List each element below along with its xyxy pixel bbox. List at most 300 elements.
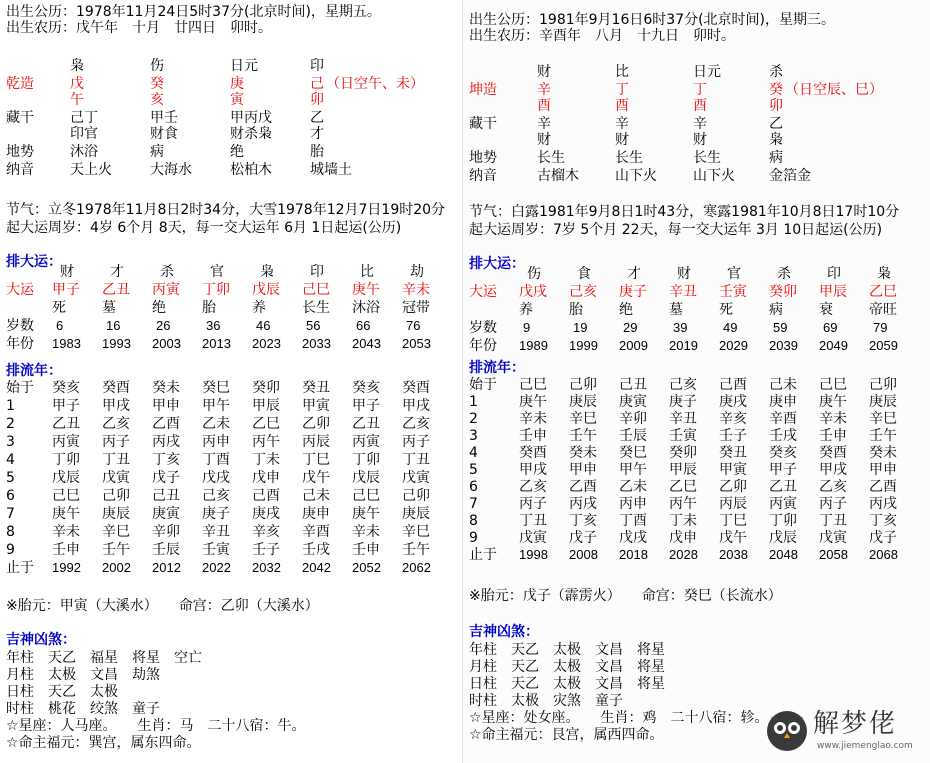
liunian-row-label: 6 <box>6 488 15 504</box>
liunian-cell: 癸卯 <box>669 445 697 461</box>
fetal-origin-line: ※胎元：戊子（霹雳火） 命宫：癸巳（长流水） <box>469 588 782 604</box>
liunian-cell: 庚辰 <box>569 394 597 410</box>
liunian-row-label: 始于 <box>469 377 497 393</box>
terrain-label: 地势 <box>469 150 497 166</box>
dayun-age: 29 <box>623 320 638 335</box>
liunian-cell: 乙丑 <box>352 416 380 432</box>
dayun-ten-god: 印 <box>310 264 324 280</box>
liunian-row-label: 9 <box>469 530 478 546</box>
liunian-cell: 己卯 <box>402 488 430 504</box>
liunian-cell: 己卯 <box>569 377 597 393</box>
liunian-cell: 己卯 <box>869 377 897 393</box>
terrain-value: 胎 <box>310 144 324 160</box>
liunian-cell: 甲寅 <box>302 398 330 414</box>
shensha-title: 吉神凶煞： <box>6 632 76 648</box>
liunian-cell: 乙亥 <box>819 479 847 495</box>
dayun-terrain: 长生 <box>302 300 330 316</box>
dayun-terrain: 养 <box>252 300 266 316</box>
liunian-cell: 乙巳 <box>252 416 280 432</box>
liunian-row-label: 2 <box>6 416 15 432</box>
liunian-cell: 戊辰 <box>52 470 80 486</box>
liunian-cell: 2052 <box>352 560 381 575</box>
pillar-ten-god: 枭 <box>70 58 84 74</box>
liunian-cell: 己丑 <box>619 377 647 393</box>
dayun-ten-god: 比 <box>360 264 374 280</box>
day-void-note: （日空辰、巳） <box>785 82 883 98</box>
liunian-cell: 乙亥 <box>402 416 430 432</box>
liunian-cell: 庚辰 <box>102 506 130 522</box>
solar-terms-line: 节气：白露1981年9月8日1时43分，寒露1981年10月8日17时10分 <box>469 204 900 220</box>
pillar-ten-god: 伤 <box>150 58 164 74</box>
dayun-pillar: 丁卯 <box>202 282 230 298</box>
dayun-age: 79 <box>873 320 888 335</box>
liunian-cell: 甲子 <box>769 462 797 478</box>
hidden-stems-label: 藏干 <box>6 110 34 126</box>
nayin-label: 纳音 <box>6 162 34 178</box>
liunian-title: 排流年： <box>469 360 525 376</box>
liunian-cell: 癸丑 <box>302 380 330 396</box>
dayun-ten-god: 杀 <box>777 266 791 282</box>
liunian-cell: 辛亥 <box>719 411 747 427</box>
liunian-cell: 丁巳 <box>719 513 747 529</box>
liunian-cell: 丙午 <box>252 434 280 450</box>
liunian-cell: 丁丑 <box>819 513 847 529</box>
terrain-label: 地势 <box>6 144 34 160</box>
pillar-ten-god: 比 <box>615 64 629 80</box>
liunian-cell: 丁巳 <box>302 452 330 468</box>
hidden-ten-god: 印官 <box>70 126 98 142</box>
earthly-branch: 酉 <box>537 98 551 114</box>
shensha-row: 月柱 太极 文昌 劫煞 <box>6 667 160 683</box>
liunian-cell: 辛未 <box>52 524 80 540</box>
liunian-cell: 丁卯 <box>352 452 380 468</box>
day-void-note: （日空午、未） <box>326 76 424 92</box>
liunian-row-label: 7 <box>469 496 478 512</box>
liunian-cell: 甲申 <box>869 462 897 478</box>
dayun-ten-god: 食 <box>577 266 591 282</box>
liunian-row-label: 始于 <box>6 380 34 396</box>
dayun-pillar: 辛未 <box>402 282 430 298</box>
dayun-terrain: 死 <box>52 300 66 316</box>
liunian-cell: 丙辰 <box>302 434 330 450</box>
liunian-cell: 庚辰 <box>402 506 430 522</box>
dayun-terrain: 绝 <box>152 300 166 316</box>
dayun-year: 1993 <box>102 336 131 351</box>
dayun-terrain: 墓 <box>102 300 116 316</box>
dayun-year: 2019 <box>669 338 698 353</box>
liunian-cell: 丁未 <box>252 452 280 468</box>
liunian-cell: 丁丑 <box>102 452 130 468</box>
liunian-cell: 甲午 <box>202 398 230 414</box>
liunian-cell: 丁酉 <box>619 513 647 529</box>
dayun-ten-god: 伤 <box>527 266 541 282</box>
dayun-terrain: 衰 <box>819 302 833 318</box>
liunian-cell: 癸亥 <box>52 380 80 396</box>
hidden-ten-god: 财食 <box>150 126 178 142</box>
liunian-cell: 庚寅 <box>619 394 647 410</box>
nayin-label: 纳音 <box>469 168 497 184</box>
shensha-row: 日柱 天乙 太极 文昌 将星 <box>469 676 665 692</box>
liunian-cell: 1992 <box>52 560 81 575</box>
pillar-ten-god: 财 <box>537 64 551 80</box>
liunian-cell: 辛巳 <box>402 524 430 540</box>
birth-solar-date: 出生公历：1978年11月24日5时37分(北京时间)，星期五。 <box>6 4 381 20</box>
liunian-cell: 2058 <box>819 547 848 562</box>
dayun-pillar: 乙丑 <box>102 282 130 298</box>
dayun-ten-god: 印 <box>827 266 841 282</box>
liunian-cell: 丁未 <box>669 513 697 529</box>
nayin-value: 山下火 <box>615 168 657 184</box>
solar-terms-line: 节气：立冬1978年11月8日2时34分，大雪1978年12月7日19时20分 <box>6 202 446 218</box>
earthly-branch: 午 <box>70 92 84 108</box>
liunian-cell: 己未 <box>769 377 797 393</box>
liunian-cell: 癸巳 <box>202 380 230 396</box>
liunian-cell: 庚子 <box>202 506 230 522</box>
dayun-pillar: 癸卯 <box>769 284 797 300</box>
nayin-value: 大海水 <box>150 162 192 178</box>
liunian-row-label: 5 <box>6 470 15 486</box>
hidden-stem: 乙 <box>310 110 324 126</box>
liunian-cell: 丁亥 <box>152 452 180 468</box>
liunian-cell: 丙子 <box>402 434 430 450</box>
liunian-cell: 癸巳 <box>619 445 647 461</box>
dayun-year: 2023 <box>252 336 281 351</box>
liunian-row-label: 止于 <box>6 560 34 576</box>
liunian-cell: 甲戌 <box>402 398 430 414</box>
hidden-ten-god: 枭 <box>769 132 783 148</box>
dayun-pillar: 辛丑 <box>669 284 697 300</box>
liunian-row-label: 8 <box>6 524 15 540</box>
liunian-cell: 丙子 <box>102 434 130 450</box>
shensha-title: 吉神凶煞： <box>469 624 539 640</box>
liunian-cell: 壬午 <box>102 542 130 558</box>
birth-lunar-date: 出生农历：辛酉年 八月 十九日 卯时。 <box>469 28 735 44</box>
shensha-row: 时柱 太极 灾煞 童子 <box>469 693 623 709</box>
dayun-year: 2009 <box>619 338 648 353</box>
liunian-cell: 己亥 <box>202 488 230 504</box>
liunian-cell: 2042 <box>302 560 331 575</box>
earthly-branch: 亥 <box>150 92 164 108</box>
liunian-row-label: 5 <box>469 462 478 478</box>
liunian-cell: 甲戌 <box>102 398 130 414</box>
liunian-cell: 2038 <box>719 547 748 562</box>
liunian-row-label: 4 <box>6 452 15 468</box>
liunian-cell: 丁卯 <box>769 513 797 529</box>
dayun-age: 36 <box>206 318 221 333</box>
liunian-cell: 2028 <box>669 547 698 562</box>
earthly-branch: 寅 <box>230 92 244 108</box>
dayun-year: 2053 <box>402 336 431 351</box>
liunian-cell: 丙申 <box>619 496 647 512</box>
dayun-pillar: 庚午 <box>352 282 380 298</box>
zodiac-line: ☆星座：处女座。 生肖：鸡 二十八宿：轸。 <box>469 710 769 726</box>
liunian-cell: 癸酉 <box>519 445 547 461</box>
terrain-value: 沐浴 <box>70 144 98 160</box>
liunian-cell: 2012 <box>152 560 181 575</box>
liunian-cell: 戊午 <box>719 530 747 546</box>
liunian-cell: 乙巳 <box>669 479 697 495</box>
dayun-age: 6 <box>56 318 64 333</box>
hidden-ten-god: 财 <box>537 132 551 148</box>
liunian-cell: 甲辰 <box>252 398 280 414</box>
liunian-cell: 丙申 <box>202 434 230 450</box>
dayun-terrain: 绝 <box>619 302 633 318</box>
dayun-pillar: 甲子 <box>52 282 80 298</box>
liunian-cell: 丁酉 <box>202 452 230 468</box>
dayun-terrain: 沐浴 <box>352 300 380 316</box>
pillar-ten-god: 日元 <box>693 64 721 80</box>
liunian-cell: 壬午 <box>569 428 597 444</box>
liunian-cell: 庚戌 <box>719 394 747 410</box>
liunian-cell: 壬子 <box>252 542 280 558</box>
liunian-cell: 甲子 <box>52 398 80 414</box>
liunian-cell: 丁亥 <box>869 513 897 529</box>
liunian-row-label: 7 <box>6 506 15 522</box>
liunian-cell: 壬申 <box>352 542 380 558</box>
hidden-ten-god: 财 <box>693 132 707 148</box>
liunian-cell: 乙亥 <box>519 479 547 495</box>
liunian-cell: 癸未 <box>869 445 897 461</box>
liunian-cell: 乙酉 <box>152 416 180 432</box>
dayun-age: 59 <box>773 320 788 335</box>
dayun-title: 排大运： <box>6 254 62 270</box>
heavenly-stem: 丁 <box>615 82 629 98</box>
shensha-row: 时柱 桃花 绞煞 童子 <box>6 701 160 717</box>
liunian-cell: 2022 <box>202 560 231 575</box>
dayun-pillar: 戊辰 <box>252 282 280 298</box>
shensha-row: 年柱 天乙 福星 将星 空亡 <box>6 650 202 666</box>
liunian-cell: 甲申 <box>152 398 180 414</box>
liunian-row-label: 3 <box>469 428 478 444</box>
liunian-cell: 辛卯 <box>152 524 180 540</box>
owl-logo-icon <box>765 709 809 753</box>
dayun-pillar: 己巳 <box>302 282 330 298</box>
liunian-cell: 2008 <box>569 547 598 562</box>
liunian-cell: 壬申 <box>52 542 80 558</box>
liunian-cell: 乙亥 <box>102 416 130 432</box>
dayun-year: 2029 <box>719 338 748 353</box>
liunian-cell: 己未 <box>302 488 330 504</box>
dayun-pillar: 丙寅 <box>152 282 180 298</box>
liunian-cell: 戊戌 <box>202 470 230 486</box>
liunian-row-label: 1 <box>469 394 478 410</box>
birth-solar-date: 出生公历：1981年9月16日6时37分(北京时间)，星期三。 <box>469 12 835 28</box>
dayun-year: 2033 <box>302 336 331 351</box>
dayun-age: 56 <box>306 318 321 333</box>
dayun-ten-god: 枭 <box>260 264 274 280</box>
liunian-cell: 甲寅 <box>719 462 747 478</box>
pillar-ten-god: 日元 <box>230 58 258 74</box>
liunian-cell: 辛未 <box>819 411 847 427</box>
luck-start-line: 起大运周岁：7岁 5个月 22天，每一交大运年 3月 10日起运(公历) <box>469 222 883 238</box>
year-label: 年份 <box>469 338 497 354</box>
liunian-cell: 辛亥 <box>252 524 280 540</box>
liunian-cell: 1998 <box>519 547 548 562</box>
hidden-ten-god: 财杀枭 <box>230 126 272 142</box>
hidden-stem: 甲壬 <box>150 110 178 126</box>
liunian-cell: 癸丑 <box>719 445 747 461</box>
hidden-stem: 甲丙戊 <box>230 110 272 126</box>
liunian-cell: 辛酉 <box>302 524 330 540</box>
dayun-year: 2039 <box>769 338 798 353</box>
heavenly-stem: 丁 <box>693 82 707 98</box>
liunian-cell: 戊辰 <box>769 530 797 546</box>
liunian-cell: 丙寅 <box>52 434 80 450</box>
dayun-pillar: 己亥 <box>569 284 597 300</box>
liunian-cell: 乙丑 <box>52 416 80 432</box>
liunian-cell: 庚午 <box>519 394 547 410</box>
liunian-cell: 己酉 <box>252 488 280 504</box>
liunian-cell: 戊寅 <box>102 470 130 486</box>
terrain-value: 病 <box>769 150 783 166</box>
liunian-row-label: 1 <box>6 398 15 414</box>
liunian-cell: 壬申 <box>519 428 547 444</box>
liunian-cell: 乙酉 <box>869 479 897 495</box>
liunian-cell: 戊子 <box>569 530 597 546</box>
liunian-cell: 辛未 <box>519 411 547 427</box>
heavenly-stem: 癸 <box>150 76 164 92</box>
liunian-cell: 2048 <box>769 547 798 562</box>
liunian-cell: 乙卯 <box>719 479 747 495</box>
dayun-year: 1989 <box>519 338 548 353</box>
life-palace-line: ☆命主福元：艮宫，属西四命。 <box>469 727 664 743</box>
dayun-terrain: 胎 <box>202 300 216 316</box>
dayun-age: 69 <box>823 320 838 335</box>
liunian-cell: 己酉 <box>719 377 747 393</box>
liunian-cell: 戊子 <box>152 470 180 486</box>
shensha-row: 月柱 天乙 太极 文昌 将星 <box>469 659 665 675</box>
left-chart-panel <box>0 0 462 763</box>
dayun-age: 49 <box>723 320 738 335</box>
liunian-cell: 丙子 <box>519 496 547 512</box>
liunian-cell: 丙午 <box>669 496 697 512</box>
liunian-cell: 丁亥 <box>569 513 597 529</box>
liunian-cell: 丙戌 <box>152 434 180 450</box>
year-label: 年份 <box>6 336 34 352</box>
hidden-ten-god: 财 <box>615 132 629 148</box>
hidden-ten-god: 才 <box>310 126 324 142</box>
liunian-cell: 庚辰 <box>869 394 897 410</box>
liunian-cell: 己丑 <box>152 488 180 504</box>
dayun-terrain: 养 <box>519 302 533 318</box>
heavenly-stem: 癸 <box>769 82 783 98</box>
liunian-cell: 庚寅 <box>152 506 180 522</box>
dayun-terrain: 冠带 <box>402 300 430 316</box>
liunian-cell: 癸未 <box>569 445 597 461</box>
liunian-cell: 壬寅 <box>202 542 230 558</box>
liunian-cell: 己亥 <box>669 377 697 393</box>
liunian-cell: 癸酉 <box>102 380 130 396</box>
liunian-cell: 2002 <box>102 560 131 575</box>
dayun-ten-god: 财 <box>677 266 691 282</box>
liunian-cell: 癸酉 <box>819 445 847 461</box>
liunian-cell: 癸亥 <box>352 380 380 396</box>
liunian-row-label: 6 <box>469 479 478 495</box>
dayun-terrain: 墓 <box>669 302 683 318</box>
liunian-cell: 乙卯 <box>302 416 330 432</box>
heavenly-stem: 辛 <box>537 82 551 98</box>
nayin-value: 山下火 <box>693 168 735 184</box>
dayun-ten-god: 官 <box>210 264 224 280</box>
liunian-cell: 戊戌 <box>619 530 647 546</box>
heavenly-stem: 戊 <box>70 76 84 92</box>
liunian-row-label: 止于 <box>469 547 497 563</box>
dayun-pillar: 乙巳 <box>869 284 897 300</box>
liunian-cell: 甲午 <box>619 462 647 478</box>
liunian-cell: 丙戌 <box>569 496 597 512</box>
life-palace-line: ☆命主福元：巽宫，属东四命。 <box>6 735 201 751</box>
liunian-cell: 己巳 <box>352 488 380 504</box>
right-chart-panel <box>462 0 930 763</box>
nayin-value: 城墙土 <box>310 162 352 178</box>
liunian-cell: 戊寅 <box>402 470 430 486</box>
liunian-cell: 丙戌 <box>869 496 897 512</box>
liunian-cell: 辛巳 <box>102 524 130 540</box>
dayun-title: 排大运： <box>469 256 525 272</box>
luck-start-line: 起大运周岁：4岁 6个月 8天，每一交大运年 6月 1日起运(公历) <box>6 220 402 236</box>
age-label: 岁数 <box>6 318 34 334</box>
terrain-value: 长生 <box>693 150 721 166</box>
hidden-stem: 辛 <box>615 116 629 132</box>
hidden-stem: 辛 <box>693 116 707 132</box>
liunian-cell: 丙寅 <box>769 496 797 512</box>
dayun-ten-god: 才 <box>110 264 124 280</box>
dayun-ten-god: 财 <box>60 264 74 280</box>
liunian-cell: 己巳 <box>819 377 847 393</box>
pillar-ten-god: 印 <box>310 58 324 74</box>
heavenly-stem: 己 <box>310 76 324 92</box>
nayin-value: 金箔金 <box>769 168 811 184</box>
dayun-label: 大运 <box>469 284 497 300</box>
dayun-age: 66 <box>356 318 371 333</box>
liunian-cell: 壬寅 <box>669 428 697 444</box>
liunian-cell: 癸酉 <box>402 380 430 396</box>
liunian-cell: 壬辰 <box>619 428 647 444</box>
liunian-cell: 壬辰 <box>152 542 180 558</box>
dayun-ten-god: 官 <box>727 266 741 282</box>
liunian-cell: 辛卯 <box>619 411 647 427</box>
liunian-cell: 辛未 <box>352 524 380 540</box>
chart-gender-label: 乾造 <box>6 76 34 92</box>
hidden-stem: 己丁 <box>70 110 98 126</box>
fetal-origin-line: ※胎元：甲寅（大溪水） 命宫：乙卯（大溪水） <box>6 598 319 614</box>
liunian-cell: 壬戌 <box>302 542 330 558</box>
nayin-value: 天上火 <box>70 162 112 178</box>
liunian-cell: 甲戌 <box>819 462 847 478</box>
liunian-cell: 壬申 <box>819 428 847 444</box>
dayun-pillar: 甲辰 <box>819 284 847 300</box>
liunian-cell: 丙子 <box>819 496 847 512</box>
age-label: 岁数 <box>469 320 497 336</box>
liunian-cell: 辛酉 <box>769 411 797 427</box>
liunian-cell: 庚午 <box>52 506 80 522</box>
liunian-cell: 戊寅 <box>819 530 847 546</box>
liunian-cell: 甲申 <box>569 462 597 478</box>
liunian-cell: 丁丑 <box>519 513 547 529</box>
liunian-cell: 庚子 <box>669 394 697 410</box>
dayun-year: 2043 <box>352 336 381 351</box>
liunian-cell: 戊申 <box>669 530 697 546</box>
dayun-year: 2013 <box>202 336 231 351</box>
liunian-cell: 戊子 <box>869 530 897 546</box>
liunian-cell: 壬午 <box>402 542 430 558</box>
earthly-branch: 酉 <box>615 98 629 114</box>
liunian-cell: 乙酉 <box>569 479 597 495</box>
dayun-age: 46 <box>256 318 271 333</box>
nayin-value: 古榴木 <box>537 168 579 184</box>
hidden-stem: 辛 <box>537 116 551 132</box>
logo-url: www.jiemenglao.com <box>817 741 913 751</box>
